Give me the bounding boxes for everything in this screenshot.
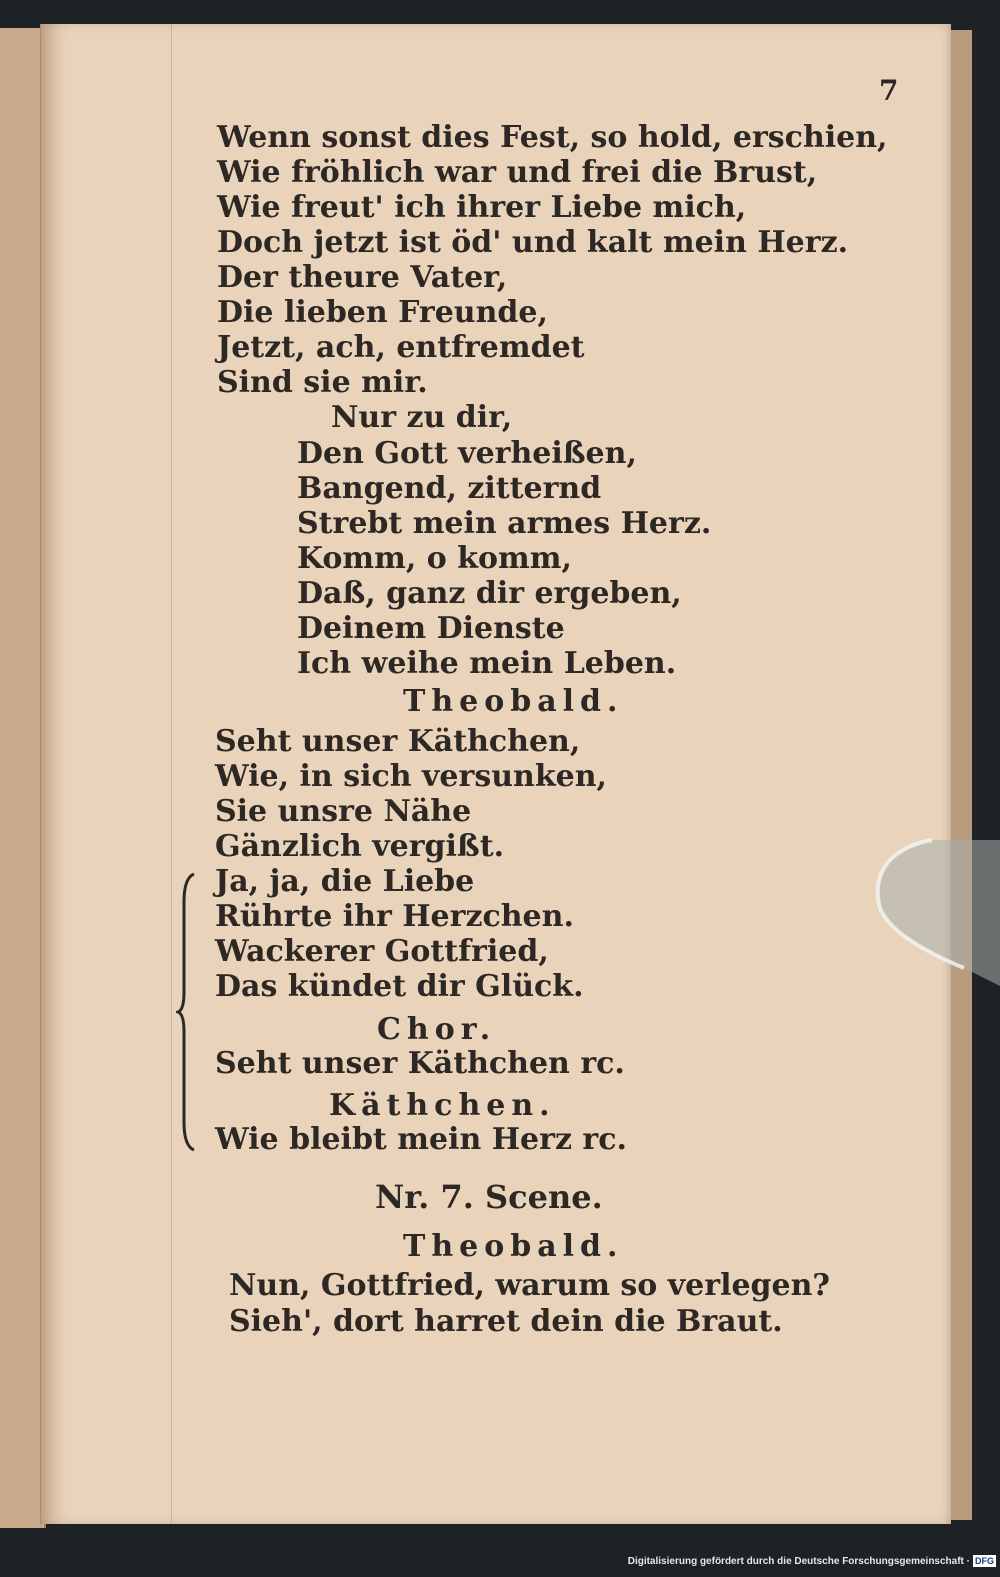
verse-line: Seht unser Käthchen,: [215, 724, 581, 759]
dfg-logo: DFG: [975, 1556, 994, 1566]
verse-line: Komm, o komm,: [297, 541, 572, 576]
verse-line: Doch jetzt ist öd' und kalt mein Herz.: [217, 225, 849, 260]
book-page: [40, 24, 951, 1524]
verse-line: Jetzt, ach, entfremdet: [217, 330, 585, 365]
verse-line: Wie freut' ich ihrer Liebe mich,: [217, 190, 747, 225]
speaker-name: Theobald.: [403, 684, 624, 719]
verse-line: Das kündet dir Glück.: [215, 969, 584, 1004]
speaker-name: Theobald.: [403, 1229, 624, 1264]
verse-line: Bangend, zitternd: [297, 471, 602, 506]
verse-line: Nun, Gottfried, warum so verlegen?: [229, 1268, 831, 1303]
verse-line: Deinem Dienste: [297, 611, 565, 646]
verse-line: Sie unsre Nähe: [215, 794, 472, 829]
speaker-name: Chor.: [377, 1012, 497, 1047]
verse-line: Gänzlich vergißt.: [215, 829, 505, 864]
ensemble-brace: [176, 872, 196, 1152]
verse-line: Den Gott verheißen,: [297, 436, 637, 471]
verse-line: Daß, ganz dir ergeben,: [297, 576, 682, 611]
digitization-footer: [600, 1552, 996, 1572]
verse-line: Wie, in sich versunken,: [215, 759, 607, 794]
verse-line: Ja, ja, die Liebe: [215, 864, 475, 899]
verse-line: Wackerer Gottfried,: [215, 934, 549, 969]
page-fold-line: [171, 24, 172, 1524]
verse-line: Rührte ihr Herzchen.: [215, 899, 574, 934]
verse-line: Wie bleibt mein Herz rc.: [215, 1122, 627, 1157]
verse-line: Die lieben Freunde,: [217, 295, 548, 330]
verse-line: Wenn sonst dies Fest, so hold, erschien,: [217, 120, 888, 155]
speaker-name: Käthchen.: [329, 1088, 556, 1123]
page-number: 7: [879, 74, 899, 107]
verse-line: Seht unser Käthchen rc.: [215, 1046, 625, 1081]
verse-line: Sind sie mir.: [217, 365, 428, 400]
footer-text: Digitalisierung gefördert durch die Deutsche Forschungsgemeinschaft ·: [627, 1556, 970, 1567]
verse-line: Sieh', dort harret dein die Braut.: [229, 1304, 783, 1339]
scene-heading: Nr. 7. Scene.: [375, 1178, 603, 1216]
verse-line: Ich weihe mein Leben.: [297, 646, 677, 681]
page-clip: [872, 838, 1000, 988]
verse-line: Nur zu dir,: [331, 400, 513, 435]
verse-line: Wie fröhlich war und frei die Brust,: [217, 155, 818, 190]
verse-line: Der theure Vater,: [217, 260, 508, 295]
verse-line: Strebt mein armes Herz.: [297, 506, 712, 541]
